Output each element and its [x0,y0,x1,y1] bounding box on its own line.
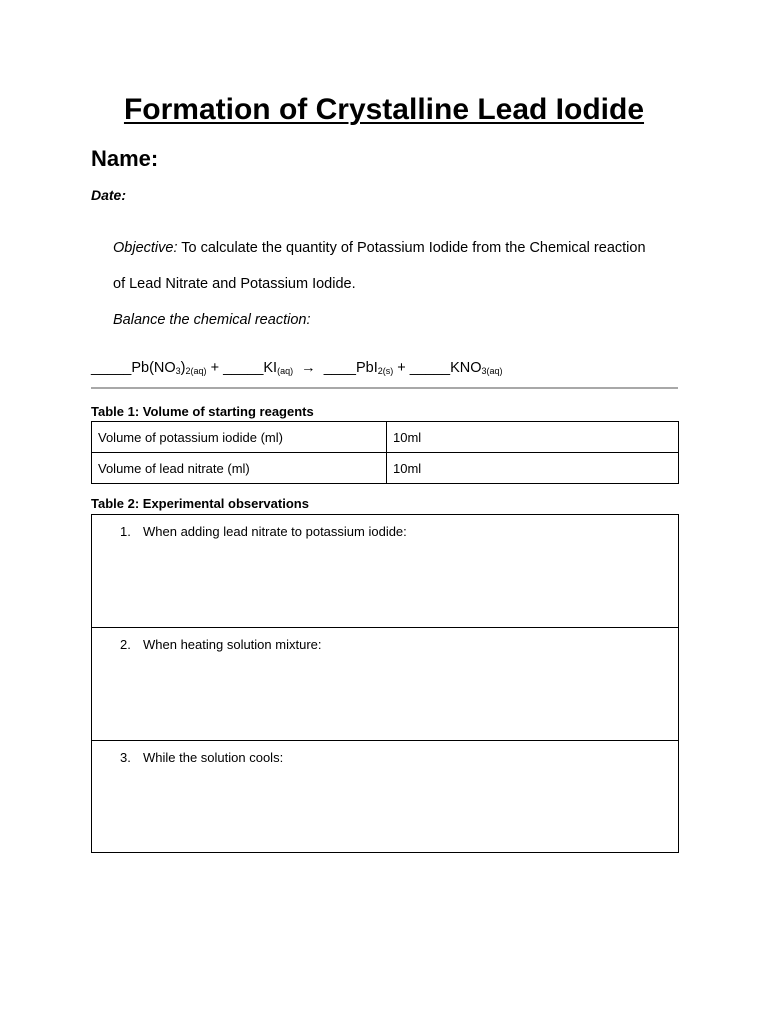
chemical-equation [91,360,503,376]
name-label: Name: [91,146,159,171]
product-potassium-nitrate: KNO [450,360,482,376]
plus-sign: + [210,360,220,376]
paren-close: ) [180,360,186,376]
objective-label: Objective: [113,240,178,256]
objective-text-1: To calculate the quantity of Potassium Iodide from the Chemical reaction [181,240,646,256]
page-title: Formation of Crystalline Lead Iodide [123,93,645,126]
objective-text-2: of Lead Nitrate and Potassium Iodide. [113,276,356,292]
table2-caption: Table 2: Experimental observations [91,496,309,511]
reactant-potassium-iodide: KI [263,360,278,376]
observation-row[interactable] [92,515,678,628]
balance-instruction: Balance the chemical reaction: [113,312,311,328]
subscript: 2(aq) [185,366,207,376]
blank-2: _____ [223,360,264,376]
reagents-table [91,421,679,484]
table-cell-label: Volume of potassium iodide (ml) [92,422,387,453]
table-cell-label: Volume of lead nitrate (ml) [92,453,387,484]
subscript: 3(aq) [481,366,503,376]
observation-row[interactable] [92,628,678,741]
blank-1: _____ [91,360,132,376]
table1-caption: Table 1: Volume of starting reagents [91,404,314,419]
product-lead-iodide: PbI [356,360,378,376]
observations-table [91,514,679,853]
arrow-icon: → [301,360,316,376]
row-number: 2. [120,637,131,652]
objective-line-1 [113,240,646,256]
plus-sign: + [397,360,406,376]
subscript: 2(s) [377,366,394,376]
row-prompt: When adding lead nitrate to potassium iodide: [143,524,407,539]
subscript: (aq) [277,366,294,376]
date-label: Date: [91,187,127,203]
blank-3: ____ [323,360,356,376]
observation-row[interactable] [92,741,678,852]
table-row [92,453,679,484]
reactant-lead-nitrate: Pb(NO [131,360,176,376]
row-number: 1. [120,524,131,539]
table-row [92,422,679,453]
divider [91,387,678,389]
row-prompt: When heating solution mixture: [143,637,322,652]
table-cell-value: 10ml [387,422,679,453]
blank-4: _____ [409,360,451,376]
subscript: 3 [175,366,181,376]
table-cell-value: 10ml [387,453,679,484]
row-prompt: While the solution cools: [143,750,284,765]
row-number: 3. [120,750,131,765]
